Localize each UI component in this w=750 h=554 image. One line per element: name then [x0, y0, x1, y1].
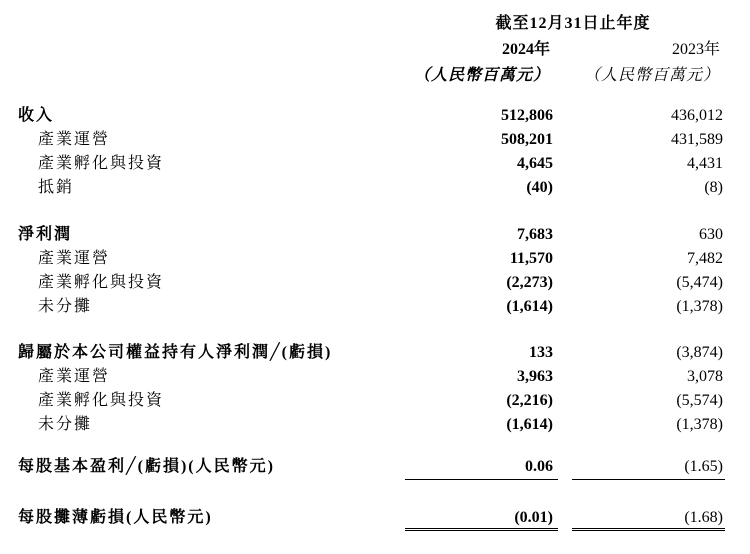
value-2023: 630: [699, 226, 723, 243]
value-2024: 7,683: [517, 226, 553, 243]
value-2023: (8): [704, 179, 723, 196]
value-2023: (1,378): [676, 298, 723, 315]
row-label: 歸屬於本公司權益持有人淨利潤╱(虧損): [18, 344, 333, 361]
table-row: [0, 413, 750, 437]
table-row-attributable-profit: [0, 341, 750, 365]
double-underline-rule: [405, 528, 558, 531]
value-2023: 7,482: [687, 250, 723, 267]
row-label: 產業運營: [38, 131, 111, 148]
value-2024: 508,201: [501, 131, 553, 148]
row-label: 產業運營: [38, 368, 111, 385]
table-row-net-profit: [0, 223, 750, 247]
unit-2023-header: （人民幣百萬元）: [583, 67, 720, 84]
double-underline-rule: [572, 528, 725, 531]
row-label: 未分攤: [38, 416, 93, 433]
row-label: 抵銷: [38, 179, 75, 196]
value-2023: 4,431: [687, 155, 723, 172]
table-row: [0, 152, 750, 176]
row-label: 收入: [18, 107, 55, 124]
row-label: 每股基本盈利╱(虧損)(人民幣元): [18, 458, 275, 475]
value-2024: (1,614): [506, 416, 553, 433]
value-2024: (2,216): [506, 392, 553, 409]
table-row: [0, 128, 750, 152]
value-2024: 0.06: [525, 458, 553, 475]
table-row: [0, 389, 750, 413]
value-2023: 431,589: [671, 131, 723, 148]
table-row-basic-eps: [0, 455, 750, 479]
value-2023: (1.68): [684, 509, 723, 526]
unit-2024-header: （人民幣百萬元）: [413, 67, 550, 84]
value-2023: (5,474): [676, 274, 723, 291]
row-label: 淨利潤: [18, 226, 73, 243]
value-2024: 4,645: [517, 155, 553, 172]
underline-rule: [405, 479, 558, 480]
value-2024: (0.01): [514, 509, 553, 526]
table-row: [0, 176, 750, 200]
value-2023: (1,378): [676, 416, 723, 433]
value-2024: 11,570: [509, 250, 553, 267]
value-2023: 3,078: [687, 368, 723, 385]
table-row-diluted-eps: [0, 506, 750, 530]
row-label: 產業孵化與投資: [38, 392, 165, 409]
value-2024: (2,273): [506, 274, 553, 291]
table-row: [0, 271, 750, 295]
underline-rule: [572, 479, 725, 480]
row-label: 產業孵化與投資: [38, 274, 165, 291]
value-2023: (5,574): [676, 392, 723, 409]
value-2023: 436,012: [671, 107, 723, 124]
value-2024: (40): [526, 179, 553, 196]
row-label: 產業孵化與投資: [38, 155, 165, 172]
value-2024: 3,963: [517, 368, 553, 385]
year-2023-header: 2023年: [671, 41, 720, 58]
row-label: 產業運營: [38, 250, 111, 267]
column-period-header: 截至12月31日止年度: [495, 15, 651, 32]
table-row: [0, 247, 750, 271]
value-2023: (1.65): [684, 458, 723, 475]
table-row-revenue: [0, 104, 750, 128]
value-2023: (3,874): [676, 344, 723, 361]
table-row: [0, 365, 750, 389]
year-2024-header: 2024年: [501, 41, 550, 58]
row-label: 每股攤薄虧損(人民幣元): [18, 509, 213, 526]
value-2024: (1,614): [506, 298, 553, 315]
table-row: [0, 295, 750, 319]
value-2024: 133: [529, 344, 553, 361]
value-2024: 512,806: [501, 107, 553, 124]
row-label: 未分攤: [38, 298, 93, 315]
